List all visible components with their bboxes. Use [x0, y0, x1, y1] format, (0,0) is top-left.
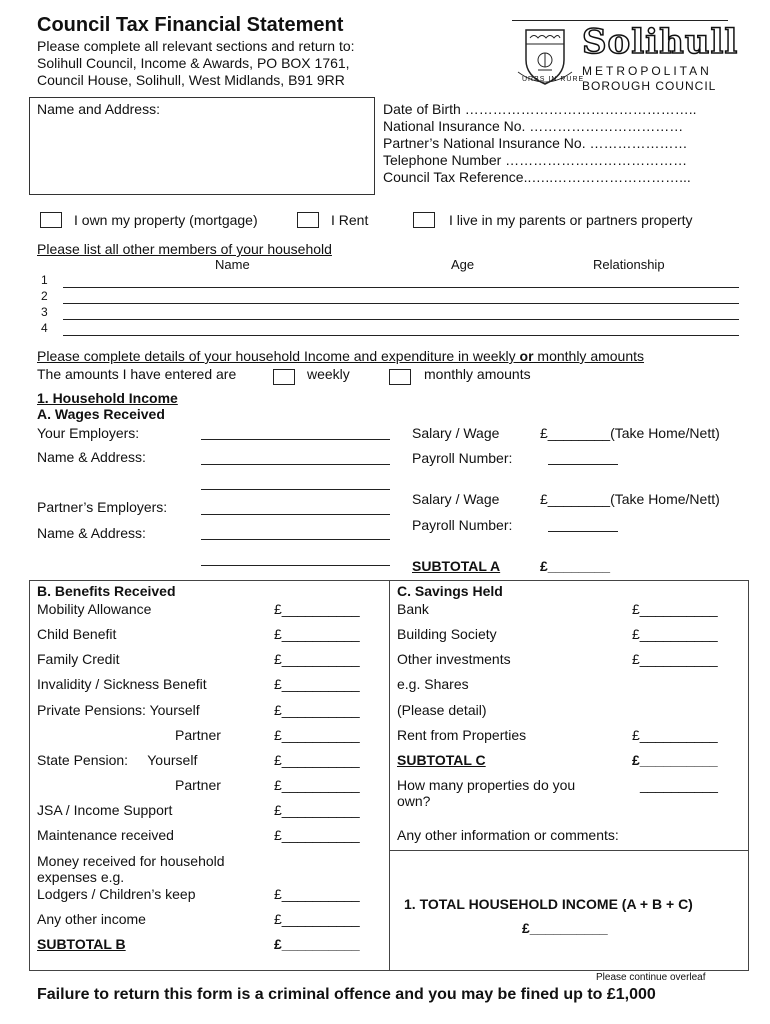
- partner-employers-label: Partner’s Employers:: [37, 499, 168, 515]
- savings-heading: C. Savings Held: [397, 583, 503, 599]
- benefit-label: JSA / Income Support: [37, 802, 173, 818]
- benefit-amount-field[interactable]: £__________: [274, 727, 360, 743]
- partner-payroll-label: Payroll Number:: [412, 517, 513, 533]
- benefit-label: Family Credit: [37, 651, 120, 667]
- benefit-amount-field[interactable]: £__________: [274, 777, 360, 793]
- partner-employer-line[interactable]: [201, 514, 390, 515]
- wages-heading: A. Wages Received: [37, 406, 165, 422]
- your-employers-label: Your Employers:: [37, 425, 140, 441]
- partner-employer-name-label: Name & Address:: [37, 525, 146, 541]
- money-received-label: Money received for household: [37, 853, 225, 869]
- payroll-field[interactable]: [548, 464, 618, 465]
- building-society-label: Building Society: [397, 626, 497, 642]
- col-name: Name: [215, 257, 250, 272]
- benefit-amount-field[interactable]: £__________: [274, 626, 360, 642]
- please-detail-label: (Please detail): [397, 702, 487, 718]
- parents-property-checkbox[interactable]: [413, 212, 435, 228]
- benefit-amount-field[interactable]: £__________: [274, 601, 360, 617]
- employer-line[interactable]: [201, 439, 390, 440]
- expenses-label: expenses e.g.: [37, 869, 125, 885]
- household-heading: Please list all other members of your household: [37, 241, 332, 257]
- subtotal-a-field[interactable]: £________: [540, 558, 611, 574]
- own-label: own?: [397, 793, 431, 809]
- member-line-3[interactable]: [63, 319, 739, 320]
- member-line-2[interactable]: [63, 303, 739, 304]
- return-instruction: Please complete all relevant sections and return to:: [37, 38, 355, 54]
- partner-ni-field[interactable]: Partner’s National Insurance No. …………………: [383, 135, 688, 151]
- member-row-num: 4: [41, 321, 48, 335]
- phone-field[interactable]: Telephone Number …………………………………: [383, 152, 688, 168]
- subtotal-c-label: SUBTOTAL C: [397, 752, 486, 768]
- partner-salary-label: Salary / Wage: [412, 491, 500, 507]
- col-relationship: Relationship: [593, 257, 665, 272]
- other-info-label: Any other information or comments:: [397, 827, 619, 843]
- income-instruction: Please complete details of your household Income and expenditure in weekly or monthly amounts: [37, 348, 645, 364]
- total-divider: [389, 850, 749, 851]
- bank-label: Bank: [397, 601, 429, 617]
- other-investments-label: Other investments: [397, 651, 511, 667]
- own-property-label: I own my property (mortgage): [74, 212, 258, 228]
- subtotal-c-field[interactable]: £__________: [632, 752, 718, 768]
- total-income-field[interactable]: £__________: [522, 920, 608, 936]
- benefit-amount-field[interactable]: £__________: [274, 802, 360, 818]
- name-address-label: Name and Address:: [37, 101, 160, 117]
- shares-label: e.g. Shares: [397, 676, 469, 692]
- col-age: Age: [451, 257, 475, 272]
- council-logo: [510, 20, 739, 96]
- employer-line[interactable]: [201, 464, 390, 465]
- weekly-label: weekly: [307, 366, 350, 382]
- benefit-label: State Pension: Yourself: [37, 752, 198, 768]
- rent-properties-label: Rent from Properties: [397, 727, 527, 743]
- other-investments-field[interactable]: £__________: [632, 651, 718, 667]
- weekly-checkbox[interactable]: [273, 369, 295, 385]
- member-row-num: 3: [41, 305, 48, 319]
- household-income-heading: 1. Household Income: [37, 390, 178, 406]
- member-row-num: 1: [41, 273, 48, 287]
- ni-field[interactable]: National Insurance No. ……………………………: [383, 118, 684, 134]
- benefit-amount-field[interactable]: £__________: [274, 752, 360, 768]
- dob-field[interactable]: Date of Birth …………………………………………..: [383, 101, 697, 117]
- other-income-label: Any other income: [37, 911, 146, 927]
- benefit-label: Maintenance received: [37, 827, 174, 843]
- return-address-line-1: Solihull Council, Income & Awards, PO BOX 1761,: [37, 55, 350, 71]
- logo-line-2: BOROUGH COUNCIL: [582, 79, 717, 93]
- rent-checkbox[interactable]: [297, 212, 319, 228]
- logo-line-1: METROPOLITAN: [582, 64, 712, 78]
- benefit-label: Partner: [175, 727, 221, 743]
- rent-properties-field[interactable]: £__________: [632, 727, 718, 743]
- benefit-amount-field[interactable]: £__________: [274, 827, 360, 843]
- how-many-properties-label: How many properties do you: [397, 777, 576, 793]
- member-line-4[interactable]: [63, 335, 739, 336]
- logo-motto: URBS IN RURE: [522, 76, 585, 83]
- other-income-field[interactable]: £__________: [274, 911, 360, 927]
- amounts-entered-label: The amounts I have entered are: [37, 366, 237, 382]
- lodgers-label: Lodgers / Children’s keep: [37, 886, 196, 902]
- member-line-1[interactable]: [63, 287, 739, 288]
- benefit-label: Private Pensions: Yourself: [37, 702, 200, 718]
- benefit-label: Invalidity / Sickness Benefit: [37, 676, 207, 692]
- benefit-amount-field[interactable]: £__________: [274, 651, 360, 667]
- monthly-checkbox[interactable]: [389, 369, 411, 385]
- monthly-label: monthly amounts: [424, 366, 531, 382]
- benefits-heading: B. Benefits Received: [37, 583, 176, 599]
- subtotal-a-label: SUBTOTAL A: [412, 558, 501, 574]
- employer-line[interactable]: [201, 489, 390, 490]
- council-tax-ref-field[interactable]: Council Tax Reference..…..………………………...: [383, 169, 691, 185]
- bank-field[interactable]: £__________: [632, 601, 718, 617]
- partner-payroll-field[interactable]: [548, 531, 618, 532]
- column-divider: [389, 580, 390, 971]
- continue-overleaf: Please continue overleaf: [596, 972, 706, 983]
- benefit-label: Mobility Allowance: [37, 601, 152, 617]
- own-property-checkbox[interactable]: [40, 212, 62, 228]
- payroll-label: Payroll Number:: [412, 450, 513, 466]
- salary-field[interactable]: £________(Take Home/Nett): [540, 425, 720, 441]
- benefit-amount-field[interactable]: £__________: [274, 702, 360, 718]
- benefit-amount-field[interactable]: £__________: [274, 676, 360, 692]
- your-employer-name-label: Name & Address:: [37, 449, 146, 465]
- benefit-label: Partner: [175, 777, 221, 793]
- rent-label: I Rent: [331, 212, 369, 228]
- lodgers-amount-field[interactable]: £__________: [274, 886, 360, 902]
- properties-count-field[interactable]: __________: [640, 777, 718, 793]
- total-income-label: 1. TOTAL HOUSEHOLD INCOME (A + B + C): [404, 896, 693, 912]
- subtotal-b-label: SUBTOTAL B: [37, 936, 126, 952]
- logo-wordmark: Solihull: [582, 22, 739, 62]
- parents-property-label: I live in my parents or partners property: [449, 212, 693, 228]
- partner-salary-field[interactable]: £________(Take Home/Nett): [540, 491, 720, 507]
- benefit-label: Child Benefit: [37, 626, 117, 642]
- member-row-num: 2: [41, 289, 48, 303]
- salary-label: Salary / Wage: [412, 425, 500, 441]
- return-address-line-2: Council House, Solihull, West Midlands, B91 9RR: [37, 72, 345, 88]
- page-title: Council Tax Financial Statement: [37, 14, 344, 36]
- warning-text: Failure to return this form is a criminal offence and you may be fined up to £1,000: [37, 986, 656, 1003]
- partner-employer-line[interactable]: [201, 539, 390, 540]
- subtotal-b-field[interactable]: £__________: [274, 936, 360, 952]
- partner-employer-line[interactable]: [201, 565, 390, 566]
- building-society-field[interactable]: £__________: [632, 626, 718, 642]
